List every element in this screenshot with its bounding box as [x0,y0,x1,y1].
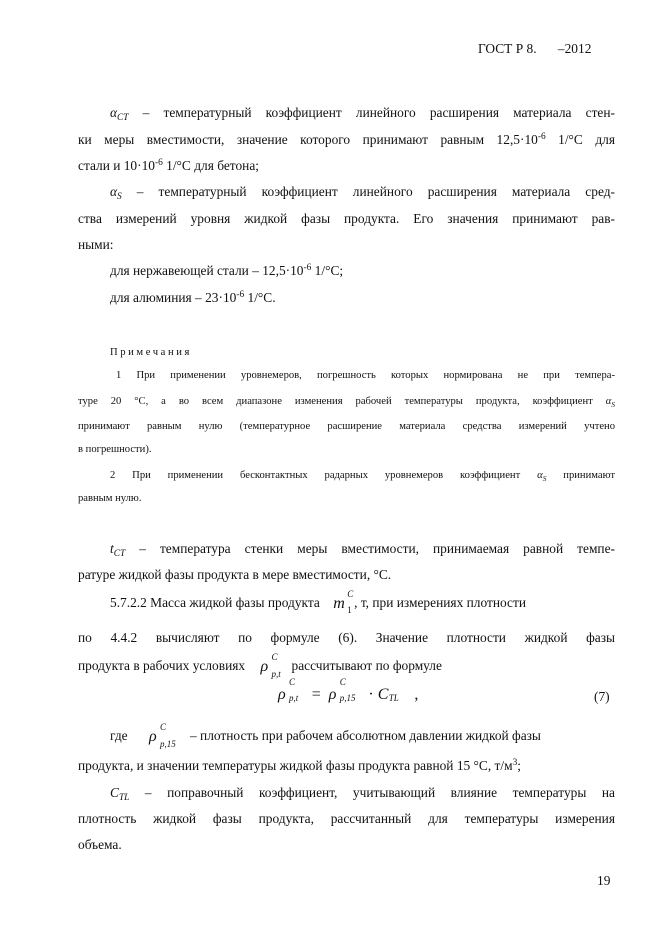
page-header [478,40,618,58]
formula-dot: · [368,686,374,703]
formula-lhs: ρ C p,t [278,677,299,704]
section-line-3: продукта в рабочих условиях ρ C p,t рассчитывают по формуле [78,651,442,679]
rho-pt-symbol: ρ C p,t [260,651,281,679]
formula-7 [278,677,478,710]
note-1-line-1: 1 При применении уровнемеров, погрешность которых нормирована не при темпера- [116,370,615,381]
alpha-s-line-2: ства измерений уровня жидкой фазы продукта. Его значения принимают рав- [78,211,615,226]
ctl-line-2: плотность жидкой фазы продукта, рассчитанный для температуры измерения [78,811,615,826]
alpha-s-symbol: $\alpha_S$ [110,184,122,202]
alpha-s-aluminium: для алюминия – $23\cdot 10^{-6}$ 1/°С. [110,290,276,305]
note-2-line-2: равным нулю. [78,493,142,504]
note-2-line-1: 2 При применении бесконтактных радарных уровнемеров коэффициент $\alpha_S$ принимают [110,470,615,483]
note-1-line-3: принимают равным нулю (температурное расширение материала средства измерений учтено [78,421,615,432]
alpha-ct-text-1: – температурный коэффициент линейного расширения материала стен- [142,105,615,120]
alpha-s-line-1: $\alpha_S$ – температурный коэффициент линейного расширения материала сред- [110,184,615,202]
notes-heading: Примечания [110,347,192,358]
note-1-alpha-s: $\alpha_S$ [605,396,615,409]
header-standard: ГОСТ Р 8. [478,41,537,56]
header-year: –2012 [557,41,592,56]
rho-p15-symbol: ρ C p,15 [148,721,176,749]
where-line-2: продукта, и значении температуры жидкой фазы продукта равной 15 °С, $т/м^3$; [78,758,522,773]
formula-ctl: C TL [377,686,399,704]
ctl-line-1: $C_{TL}$ – поправочный коэффициент, учитывающий влияние температуры на [110,785,615,803]
ctl-symbol: $C_{TL}$ [110,785,130,803]
ctl-line-3: объема. [78,837,122,852]
formula-equals: = [311,686,321,703]
where-label: где [110,728,128,743]
alpha-s-steel: для нержавеющей стали – $12,5\cdot 10^{-6}$ 1/°С; [110,263,344,278]
alpha-ct-symbol: $\alpha_{CT}$ [110,105,129,123]
note-2-alpha-s: $\alpha_S$ [537,470,547,483]
where-line-1: где ρ C p,15 – плотность при рабочем абсолютном давлении жидкой фазы [110,721,541,749]
formula-comma: , [414,686,419,703]
m1c-symbol: m C 1 [333,588,354,615]
alpha-s-line-3: ными: [78,237,114,252]
alpha-ct-line-1 [110,104,615,122]
t-ct-line-1: $t_{CT}$ – температура стенки меры вместимости, принимаемая равной темпе- [110,541,615,559]
section-line-2: по 4.4.2 вычисляют по формуле (6). Значение плотности жидкой фазы [78,630,615,645]
section-line-1: 5.7.2.2 Масса жидкой фазы продукта m C 1 , т, при измерениях плотности [110,588,526,615]
formula-rho15: ρ C p,15 [328,677,356,704]
note-1-line-2: туре 20 °С, а во всем диапазоне изменения рабочей температуры продукта, коэффициент $\alpha_S$ [78,396,615,409]
note-1-line-4: в погрешности). [78,444,152,455]
t-ct-symbol: $t_{CT}$ [110,541,126,559]
t-ct-line-2: ратуре жидкой фазы продукта в мере вместимости, °С. [78,567,392,582]
alpha-ct-line-2: ки меры вместимости, значение которого принимают равным $12,5\cdot 10^{-6}$ 1/°С для [78,132,615,147]
alpha-ct-line-3: стали и $10\cdot 10^{-6}$ 1/°С для бетона; [78,158,259,173]
formula-number: (7) [594,689,610,704]
page-number: 19 [597,873,611,888]
